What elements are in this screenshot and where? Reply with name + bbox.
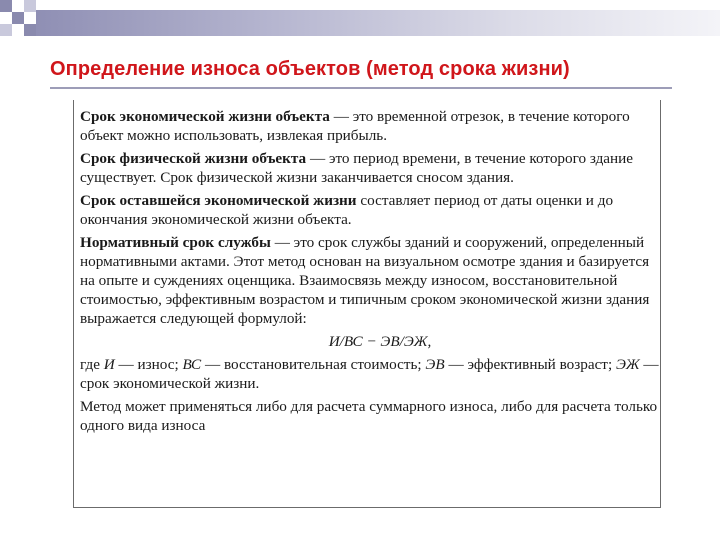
legend-desc: — восстановительная стоимость; (201, 356, 426, 373)
deco-square (24, 12, 36, 24)
legend-desc: — износ; (114, 356, 183, 373)
paragraph-legend (80, 355, 660, 393)
deco-square (12, 0, 24, 12)
legend-desc: — срок экономической жизни. (80, 356, 659, 392)
legend-desc: — эффективный возраст; (444, 356, 616, 373)
legend-prefix: где (80, 356, 104, 373)
legend-var: И (103, 356, 115, 373)
paragraph-physical-life (80, 149, 660, 187)
term: Нормативный срок службы (80, 234, 271, 251)
paragraph-method: Метод может применяться либо для расчета суммарного износа, либо для расчета только одного вида износа (80, 398, 658, 434)
term: Срок экономической жизни объекта (80, 108, 330, 125)
definition: — это временной отрезок, в течение которого объект можно использовать, извлекая прибыль. (80, 108, 630, 144)
deco-square (0, 12, 12, 24)
definition: — это период времени, в течение которого здание существует. Срок физической жизни заканчивается сносом здания. (80, 150, 634, 186)
term: Срок оставшейся экономической жизни (80, 192, 357, 209)
slide-title: Определение износа объектов (метод срока жизни) (50, 58, 570, 80)
paragraph-remaining-life (80, 191, 660, 229)
header-band (36, 10, 720, 36)
paragraph-normative-life (80, 233, 660, 328)
deco-square (0, 24, 12, 36)
definition: составляет период от даты оценки и до окончания экономической жизни объекта. (80, 192, 614, 228)
deco-square (12, 12, 24, 24)
deco-square (0, 0, 12, 12)
paragraph-economic-life (80, 107, 660, 145)
legend-var: ЭВ (425, 356, 445, 373)
deco-square (24, 24, 36, 36)
legend-var: ВС (182, 356, 202, 373)
content-text (80, 107, 660, 439)
legend-var: ЭЖ (615, 356, 640, 373)
formula: И/ВС − ЭВ/ЭЖ, (328, 333, 432, 350)
definition: — это срок службы зданий и сооружений, определенный нормативными актами. Этот метод основан на визуальном осмотре здания и базируется на опыте и суждениях оценщика. Взаимосвязь между износом, восстановительной стоимостью, эффективным возрастом и типичным сроком экономической жизни здания выражается следующей формулой: (80, 234, 650, 327)
title-underline (50, 87, 672, 89)
deco-square (12, 24, 24, 36)
term: Срок физической жизни объекта (80, 150, 307, 167)
deco-square (24, 0, 36, 12)
header-decoration (0, 0, 720, 48)
